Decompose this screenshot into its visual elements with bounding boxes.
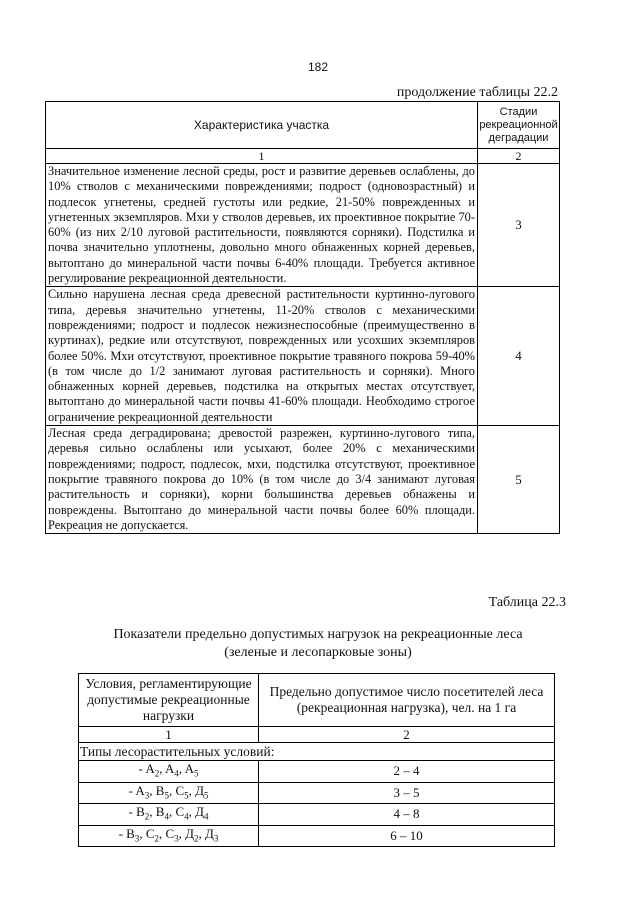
value-cell: 4 – 8	[259, 804, 555, 826]
value-cell: 2 – 4	[259, 761, 555, 783]
table-row	[46, 164, 560, 287]
condition-cell: - $B_3$, $C_2$, $C_3$, $Д_2$, $Д_3$	[79, 825, 259, 847]
table-title-line: Показатели предельно допустимых нагрузок на рекреационные леса	[113, 627, 523, 642]
row-stage: 3	[478, 164, 560, 287]
table-row	[79, 761, 555, 783]
section-label: Типы лесорастительных условий:	[79, 743, 555, 761]
degradation-stages-table	[45, 101, 560, 534]
table-title-line: (зеленые и лесопарковые зоны)	[224, 645, 412, 660]
table-row	[46, 287, 560, 426]
row-stage: 5	[478, 426, 560, 534]
section-row	[79, 743, 555, 761]
recreational-load-table	[78, 673, 555, 847]
column-number-row	[79, 727, 555, 743]
row-stage: 4	[478, 287, 560, 426]
value-cell: 6 – 10	[259, 825, 555, 847]
header-load: Предельно допустимое число посетителей леса (рекреационная нагрузка), чел. на 1 га	[259, 674, 555, 727]
column-number: 2	[478, 149, 560, 164]
column-number: 2	[259, 727, 555, 743]
table-header-row	[46, 102, 560, 149]
column-number: 1	[79, 727, 259, 743]
header-characteristic: Характеристика участка	[46, 102, 478, 149]
header-stage: Стадии рекреационной деградации	[478, 102, 560, 149]
table-continuation-label: продолжение таблицы 22.2	[396, 85, 558, 100]
table-row	[46, 426, 560, 534]
condition-cell: - $A_2$, $A_4$, $A_5$	[79, 761, 259, 783]
table-row	[79, 782, 555, 804]
condition-cell: - $A_3$, $B_5$, $C_5$, $Д_5$	[79, 782, 259, 804]
row-description: Лесная среда деградирована; древостой разрежен, куртинно-лугового типа, деревья сильно ослаблены или усыхают, более 20% с механическими повреждениями; подрост, подлесок, мхи, подстилка отсутствуют, проективное покрытие травяного покрова до 10% (в том числе до 3/4 занимают луговая растительность и сорняки), корни большинства деревьев обнажены и повреждены. Вытоптано до минеральной части почвы более 60% площади. Рекреация не допускается.	[46, 426, 478, 534]
table-title	[0, 626, 636, 662]
row-description: Значительное изменение лесной среды, рост и развитие деревьев ослаблены, до 10% стволов с механическими повреждениями; подрост (одновозрастный) и подлесок угнетены, средней густоты или редкие, 21-50% поврежденных и угнетенных экземпляров. Мхи у стволов деревьев, их проективное покрытие 70-60% (из них 2/10 луговой растительности, появляются сорняки). Подстилка и почва значительно уплотнены, довольно много обнаженных корней деревьев, вытоптано до минеральной части почвы 6-40% площади. Требуется активное регулирование рекреационной деятельности.	[46, 164, 478, 287]
header-conditions: Условия, регламентирующие допустимые рекреационные нагрузки	[79, 674, 259, 727]
column-number: 1	[46, 149, 478, 164]
value-cell: 3 – 5	[259, 782, 555, 804]
table-label: Таблица 22.3	[488, 595, 566, 610]
table-row	[79, 804, 555, 826]
row-description: Сильно нарушена лесная среда древесной растительности куртинно-лугового типа, деревья значительно угнетены, 11-20% стволов с механическими повреждениями; подрост и подлесок нежизнеспособные (преимущественно в куртинах), редкие или отсутствуют, поврежденных или усохших экземпляров более 50%. Мхи отсутствуют, проективное покрытие травяного покрова 59-40% (в том числе до 1/2 занимают луговая растительность и сорняки). Много обнаженных корней деревьев, подстилка на открытых местах отсутствует, вытоптано до минеральной части почвы 41-60% площади. Необходимо строгое ограничение рекреационной деятельности	[46, 287, 478, 426]
table-row	[79, 825, 555, 847]
column-number-row	[46, 149, 560, 164]
condition-cell: - $B_2$, $B_4$, $C_4$, $Д_4$	[79, 804, 259, 826]
table-header-row	[79, 674, 555, 727]
page-number: 182	[307, 60, 329, 74]
